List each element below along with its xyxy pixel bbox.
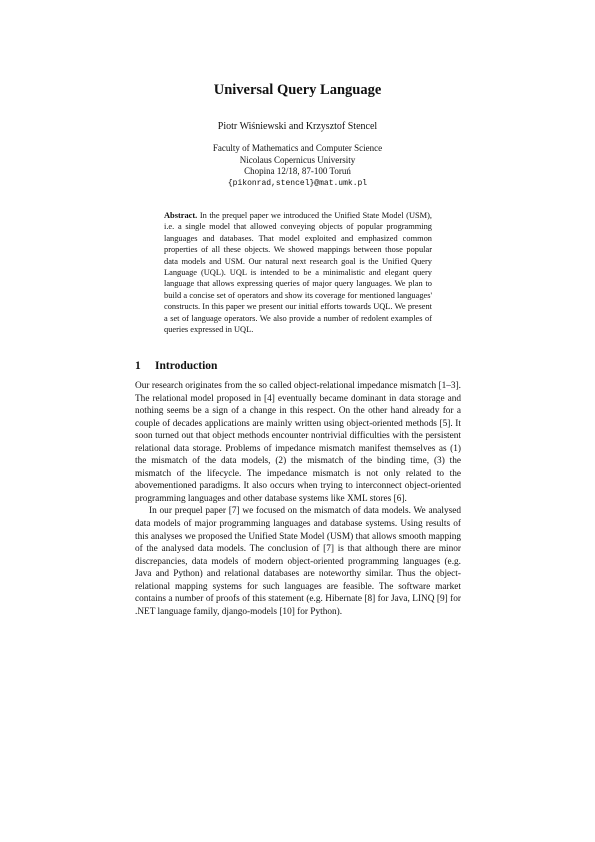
affiliation-faculty: Faculty of Mathematics and Computer Science	[212, 143, 383, 153]
paragraph: Our research originates from the so called object-relational impedance mismatch [1–3]. The relational model proposed in [4] eventually became dominant in data storage and nothing seems be a sign of a change in this respect. On the other hand already for a couple of decades applications are mainly written using object-oriented methods [5]. It soon turned out that object methods encounter nontrivial difficulties with the persistent relational data storage. Problems of impedance mismatch manifest themselves as (1) the mismatch of the data models, (2) the mismatch of the binding time, (3) the mismatch of the lifecycle. The impedance mismatch is not only related to the abovementioned paradigms. It also occurs when trying to interconnect object-oriented programming languages and other database systems like XML stores [6].	[135, 381, 461, 504]
section-number: 1	[135, 360, 141, 372]
authors: Piotr Wiśniewski and Krzysztof Stencel	[217, 121, 378, 132]
section-body	[135, 380, 461, 618]
paper-title: Universal Query Language	[213, 82, 382, 98]
abstract	[164, 210, 432, 335]
affiliation-block	[0, 143, 595, 189]
section-heading	[135, 360, 465, 372]
author-email: {pikonrad,stencel}@mat.umk.pl	[227, 178, 368, 188]
affiliation-address: Chopina 12/18, 87-100 Toruń	[244, 166, 351, 176]
section-title: Introduction	[155, 360, 218, 372]
abstract-label: Abstract.	[164, 211, 198, 220]
abstract-text: In the prequel paper we introduced the Unified State Model (USM), i.e. a single model that allowed conveying objects of popular programming languages and databases. That model exploited and emphasized common properties of all these objects. We showed mappings between those popular data models and USM. Our natural next research goal is the Unified Query Language (UQL). UQL is intended to be a minimalistic and elegant query language that allows expressing queries of major query languages. We plan to build a concise set of operators and show its coverage for mentioned languages' constructs. In this paper we present our initial efforts towards UQL. We present a set of language operators. We also provide a number of redolent examples of queries expressed in UQL.	[164, 211, 433, 335]
paragraph: In our prequel paper [7] we focused on the mismatch of data models. We analysed data models of major programming languages and database systems. Using results of this analyses we proposed the Unified State Model (USM) that allows smooth mapping of the analysed data models. The conclusion of [7] is that although there are minor discrepancies, data models of modern object-oriented programming languages (e.g. Java and Python) and relational databases are noteworthy similar. Thus the object-relational mapping systems for such languages are feasible. The software market contains a number of proofs of this statement (e.g. Hibernate [8] for Java, LINQ [9] for .NET language family, django-models [10] for Python).	[135, 506, 461, 617]
affiliation-university: Nicolaus Copernicus University	[239, 154, 356, 165]
